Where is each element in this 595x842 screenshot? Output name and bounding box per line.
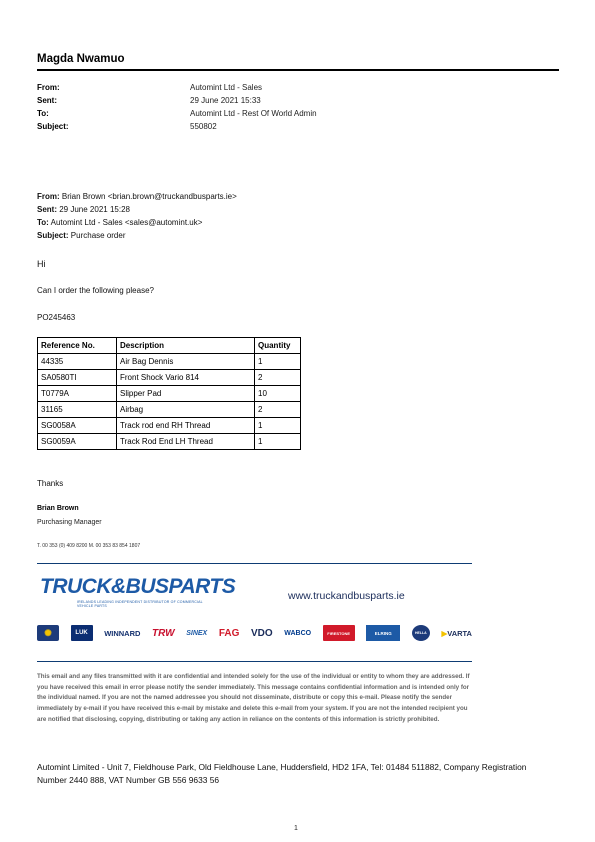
logo-tagline: IRELANDS LEADING INDEPENDENT DISTRIBUTOR OF COMMERCIAL VEHICLE PARTS: [77, 600, 203, 608]
column-header-reference: Reference No.: [38, 338, 117, 354]
table-row: [38, 370, 301, 386]
po-number: PO245463: [37, 313, 76, 322]
order-table: [37, 337, 301, 450]
website-link[interactable]: www.truckandbusparts.ie: [288, 590, 405, 602]
header-from-value: Automint Ltd - Sales: [190, 83, 263, 92]
cell-quantity: 2: [255, 370, 301, 386]
signature-phones: T. 00 353 (0) 409 8200 M. 00 353 83 854 1807: [37, 543, 141, 549]
cell-description: Air Bag Dennis: [117, 354, 255, 370]
title-rule: [37, 69, 559, 71]
forwarded-from-label: From:: [37, 192, 60, 201]
cell-quantity: 10: [255, 386, 301, 402]
page-title: Magda Nwamuo: [37, 53, 125, 65]
forwarded-subject: [37, 231, 126, 240]
logo-wordmark: TRUCK&BUSPARTS: [40, 575, 236, 598]
header-to-value: Automint Ltd - Rest Of World Admin: [190, 109, 317, 118]
cell-quantity: 1: [255, 354, 301, 370]
winnard-logo: WINNARD: [104, 628, 141, 638]
header-sent-label: Sent:: [37, 96, 57, 105]
greeting: Hi: [37, 259, 46, 269]
cell-description: Airbag: [117, 402, 255, 418]
banner-top-rule: [37, 563, 472, 564]
signature-name: Brian Brown: [37, 505, 79, 512]
cell-reference: T0779A: [38, 386, 117, 402]
truck-bus-parts-logo: [37, 572, 236, 612]
page-number: 1: [294, 825, 298, 832]
header-from-label: From:: [37, 83, 60, 92]
header-subject-label: Subject:: [37, 122, 69, 131]
table-row: [38, 418, 301, 434]
cell-description: Front Shock Vario 814: [117, 370, 255, 386]
cell-reference: SG0058A: [38, 418, 117, 434]
forwarded-to: [37, 218, 202, 227]
thanks-text: Thanks: [37, 479, 64, 488]
forwarded-subject-value: Purchase order: [70, 231, 126, 240]
header-sent-value: 29 June 2021 15:33: [190, 96, 261, 105]
forwarded-subject-label: Subject:: [37, 231, 69, 240]
luk-logo: LUK: [71, 625, 93, 641]
cell-quantity: 1: [255, 418, 301, 434]
fag-logo: FAG: [218, 627, 240, 639]
forwarded-from-value[interactable]: Brian Brown <brian.brown@truckandbusparts.ie>: [61, 192, 237, 201]
varta-logo: ▶ VARTA: [441, 628, 472, 638]
forwarded-sent-label: Sent:: [37, 205, 57, 214]
sinex-logo: SINEX: [186, 629, 208, 637]
signature-role: Purchasing Manager: [37, 519, 102, 526]
wabco-logo: WABCO: [284, 629, 312, 637]
column-header-description: Description: [117, 338, 255, 354]
column-header-quantity: Quantity: [255, 338, 301, 354]
cell-reference: 44335: [38, 354, 117, 370]
cell-description: Track rod end RH Thread: [117, 418, 255, 434]
forwarded-sent-value: 29 June 2021 15:28: [59, 205, 130, 214]
table-row: [38, 434, 301, 450]
forwarded-from: [37, 192, 237, 201]
table-row: [38, 354, 301, 370]
cell-reference: SG0059A: [38, 434, 117, 450]
banner-bottom-rule: [37, 661, 472, 662]
header-subject-value: 550802: [190, 122, 217, 131]
hella-logo: HELLA: [412, 625, 430, 641]
cell-reference: SA0580TI: [38, 370, 117, 386]
table-row: [38, 386, 301, 402]
forwarded-sent: [37, 205, 130, 214]
cell-quantity: 2: [255, 402, 301, 418]
cell-quantity: 1: [255, 434, 301, 450]
cell-description: Track Rod End LH Thread: [117, 434, 255, 450]
brand-logos-row: [37, 622, 472, 644]
request-text: Can I order the following please?: [37, 286, 154, 295]
cell-reference: 31165: [38, 402, 117, 418]
header-to-label: To:: [37, 109, 49, 118]
vdo-logo: VDO: [250, 627, 273, 639]
contitech-logo: ✺: [37, 625, 59, 641]
forwarded-to-label: To:: [37, 218, 49, 227]
table-header-row: [38, 338, 301, 354]
forwarded-to-value[interactable]: Automint Ltd - Sales <sales@automint.uk>: [50, 218, 203, 227]
trw-logo: TRW: [152, 627, 175, 639]
firestone-logo: FIRESTONE: [323, 625, 355, 641]
email-disclaimer: This email and any files transmitted with it are confidential and intended solely for the use of the individual or entity to whom they are addressed. If you have received this email in error please notify the sender immediately. This message contains confidential information and is intended only for the individual named. If you are not the named addressee you should not disseminate, distribute or copy this e-mail. Please notify the sender immediately by e-mail if you have received this e-mail by mistake and delete this e-mail from your system. If you are not the intended recipient you are notified that disclosing, copying, distributing or taking any action in reliance on the contents of this information is strictly prohibited.: [37, 673, 470, 723]
cell-description: Slipper Pad: [117, 386, 255, 402]
elring-logo: ELRING: [366, 625, 400, 641]
company-footer: Automint Limited - Unit 7, Fieldhouse Park, Old Fieldhouse Lane, Huddersfield, HD2 1FA, Tel: 01484 511882, Company Registration Number 2440 888, VAT Number GB 556 9633 56: [37, 762, 527, 785]
table-row: [38, 402, 301, 418]
